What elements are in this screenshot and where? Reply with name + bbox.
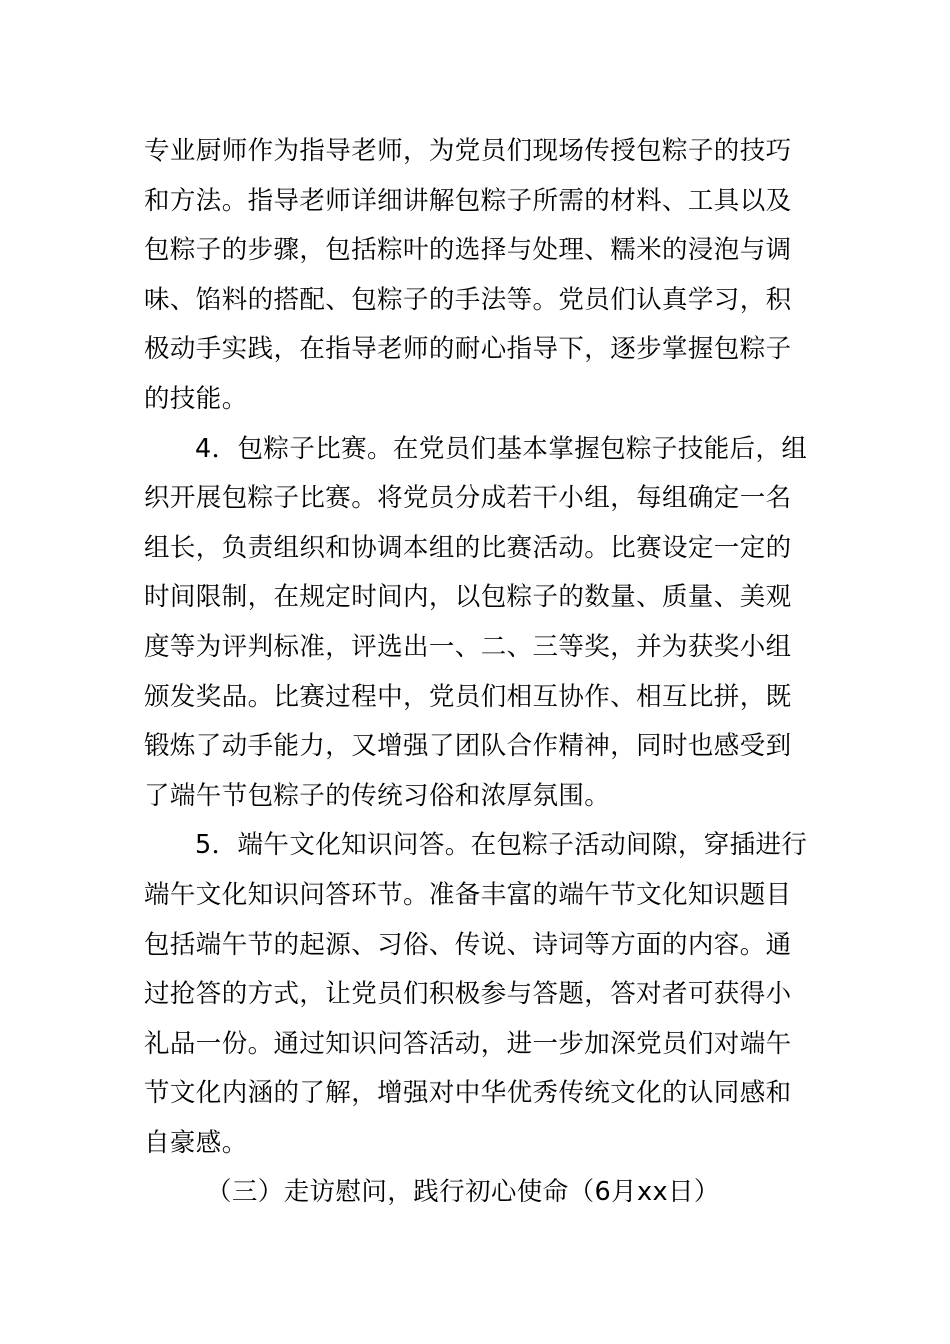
text-line: 组长，负责组织和协调本组的比赛活动。比赛设定一定的 [144,532,792,563]
text-line: 自豪感。 [144,1127,248,1158]
text-line: 织开展包粽子比赛。将党员分成若干小组，每组确定一名 [144,483,792,514]
text-line: 端午文化知识问答环节。准备丰富的端午节文化知识题目 [144,879,792,910]
text-line: 节文化内涵的了解，增强对中华优秀传统文化的认同感和 [144,1078,792,1109]
text-line: 包粽子的步骤，包括粽叶的选择与处理、糯米的浸泡与调 [144,235,792,266]
text-line: 锻炼了动手能力，又增强了团队合作精神，同时也感受到 [144,731,792,762]
paragraph-start-line: 4．包粽子比赛。在党员们基本掌握包粽子技能后，组 [195,433,808,464]
text-line: 和方法。指导老师详细讲解包粽子所需的材料、工具以及 [144,185,792,216]
document-body [144,127,812,1218]
paragraph-start-line: 5．端午文化知识问答。在包粽子活动间隙，穿插进行 [195,830,808,861]
text-line: 度等为评判标准，评选出一、二、三等奖，并为获奖小组 [144,631,792,662]
text-line: 礼品一份。通过知识问答活动，进一步加深党员们对端午 [144,1028,792,1059]
text-line: 过抢答的方式，让党员们积极参与答题，答对者可获得小 [144,979,792,1010]
section-heading: （三）走访慰问，践行初心使命（6月xx日） [206,1177,720,1208]
text-line: 味、馅料的搭配、包粽子的手法等。党员们认真学习，积 [144,284,792,315]
text-line: 了端午节包粽子的传统习俗和浓厚氛围。 [144,780,611,811]
text-line: 的技能。 [144,383,248,414]
text-line: 包括端午节的起源、习俗、传说、诗词等方面的内容。通 [144,929,792,960]
text-line: 极动手实践，在指导老师的耐心指导下，逐步掌握包粽子 [144,334,792,365]
text-line: 专业厨师作为指导老师，为党员们现场传授包粽子的技巧 [144,136,792,166]
text-line: 颁发奖品。比赛过程中，党员们相互协作、相互比拼，既 [144,681,792,712]
text-line: 时间限制，在规定时间内，以包粽子的数量、质量、美观 [144,582,792,613]
